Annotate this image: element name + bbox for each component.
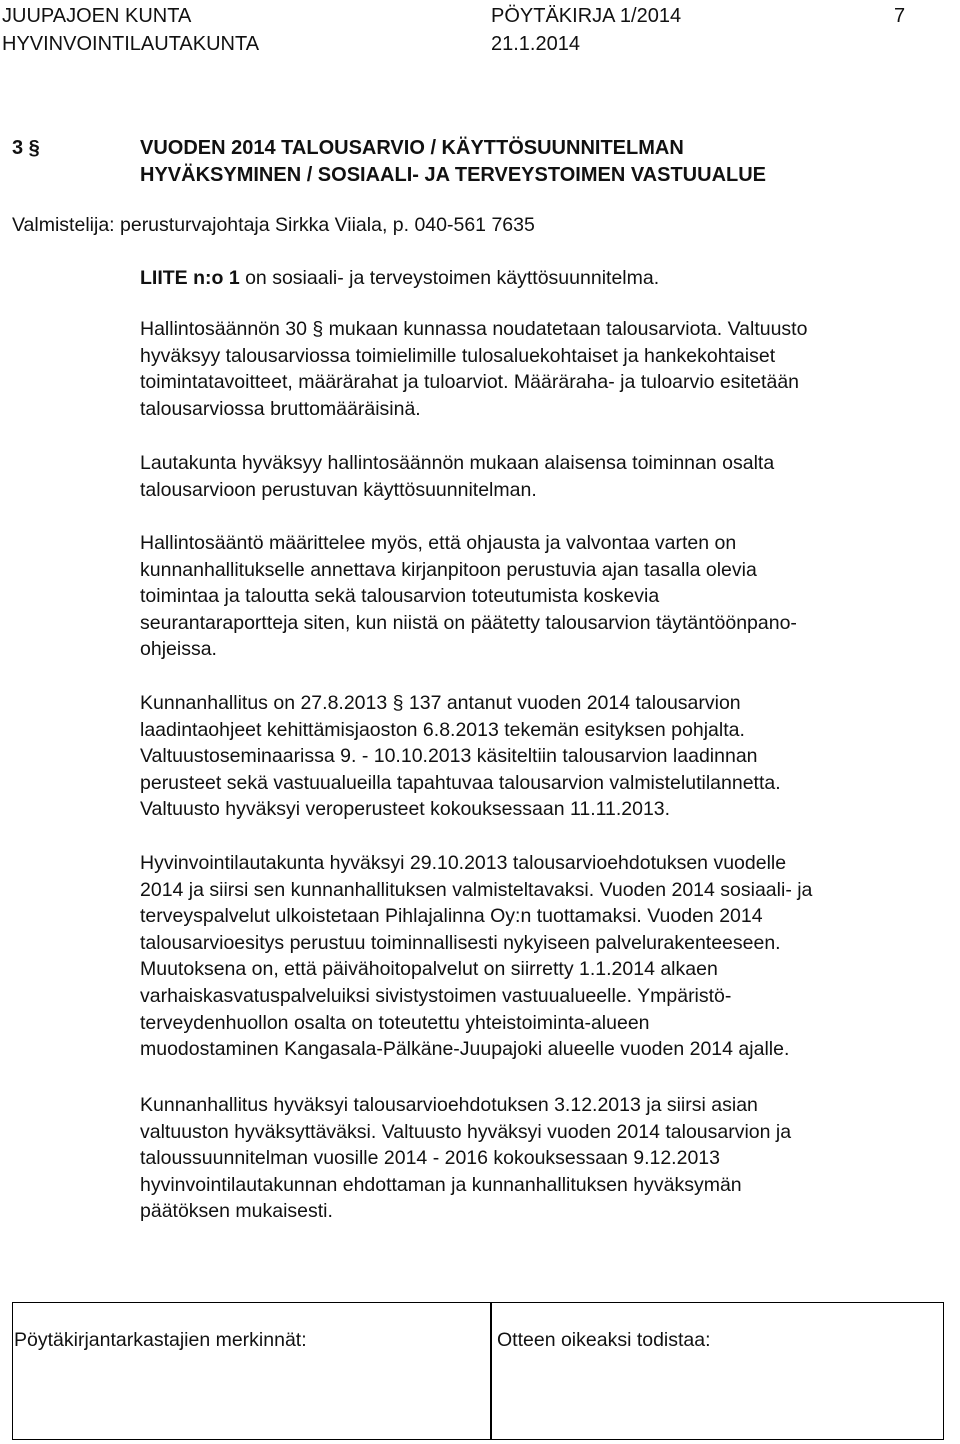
paragraph-line: Lautakunta hyväksyy hallintosäännön mukaan alaisensa toiminnan osalta: [140, 452, 775, 474]
certified-copy-label: Otteen oikeaksi todistaa:: [497, 1329, 711, 1351]
paragraph-line: Hyvinvointilautakunta hyväksyi 29.10.2013 talousarvioehdotuksen vuodelle: [140, 852, 787, 874]
paragraph-line: päätöksen mukaisesti.: [140, 1200, 333, 1223]
paragraph-line: Hallintosääntö määrittelee myös, että ohjausta ja valvontaa varten on: [140, 532, 737, 554]
paragraph-line: Hallintosäännön 30 § mukaan kunnassa noudatetaan talousarviota. Valtuusto: [140, 318, 808, 340]
paragraph-line: valtuuston hyväksyttäväksi. Valtuusto hyväksyi vuoden 2014 talousarvion ja: [140, 1120, 792, 1143]
paragraph-line: muodostaminen Kangasala-Pälkäne-Juupajoki alueelle vuoden 2014 ajalle.: [140, 1038, 790, 1061]
document-type: PÖYTÄKIRJA 1/2014: [491, 5, 682, 27]
meeting-date: 21.1.2014: [491, 33, 580, 55]
paragraph-line: Kunnanhallitus on 27.8.2013 § 137 antanut vuoden 2014 talousarvion: [140, 692, 741, 714]
signature-box-divider: [490, 1302, 492, 1440]
attachment-label: LIITE n:o 1: [140, 267, 240, 289]
paragraph-line: hyväksyy talousarviossa toimielimille tulosaluekohtaiset ja hankekohtaiset: [140, 344, 776, 367]
paragraph-line: Muutoksena on, että päivähoitopalvelut on siirretty 1.1.2014 alkaen: [140, 958, 718, 981]
paragraph-line: kunnanhallitukselle annettava kirjanpitoon perustuvia ajan tasalla olevia: [140, 558, 757, 581]
paragraph-line: taloussuunnitelman vuosille 2014 - 2016 kokouksessaan 9.12.2013: [140, 1147, 720, 1170]
inspectors-notes-label: Pöytäkirjantarkastajien merkinnät:: [14, 1329, 307, 1351]
section-number: 3 §: [12, 137, 40, 159]
paragraph-line: Valtuustoseminaarissa 9. - 10.10.2013 käsiteltiin talousarvion laadinnan: [140, 745, 758, 768]
paragraph-line: varhaiskasvatuspalveluiksi sivistystoimen vastuualueelle. Ympäristö-: [140, 984, 732, 1007]
paragraph-4: [140, 690, 781, 823]
paragraph-line: Kunnanhallitus hyväksyi talousarvioehdotuksen 3.12.2013 ja siirsi asian: [140, 1094, 758, 1116]
paragraph-line: perusteet sekä vastuualueilla tapahtuvaa talousarvion valmistelutilannetta.: [140, 771, 781, 794]
paragraph-line: talousarviossa bruttomääräisinä.: [140, 397, 421, 420]
attachment-description: on sosiaali- ja terveystoimen käyttösuunnitelma.: [239, 267, 660, 289]
paragraph-line: talousarvioon perustuvan käyttösuunnitelman.: [140, 478, 537, 501]
signature-box: [12, 1302, 944, 1440]
paragraph-5: [140, 850, 812, 1063]
paragraph-line: toimintaa ja taloutta sekä talousarvion toteutumista koskevia: [140, 585, 660, 608]
paragraph-line: terveyspalvelut ulkoistetaan Pihlajalinna Oy:n tuottamaksi. Vuoden 2014: [140, 905, 763, 928]
paragraph-1: [140, 316, 807, 422]
paragraph-2: [140, 450, 774, 503]
paragraph-line: 2014 ja siirsi sen kunnanhallituksen valmisteltavaksi. Vuoden 2014 sosiaali- ja: [140, 878, 813, 901]
paragraph-line: Valtuusto hyväksyi veroperusteet kokouksessaan 11.11.2013.: [140, 798, 671, 821]
municipality-name: JUUPAJOEN KUNTA: [2, 5, 192, 27]
paragraph-line: seurantaraportteja siten, kun niistä on päätetty talousarvion täytäntöönpano-: [140, 611, 797, 634]
paragraph-line: laadintaohjeet kehittämisjaoston 6.8.2013 tekemän esityksen pohjalta.: [140, 718, 745, 741]
section-title-line-2: HYVÄKSYMINEN / SOSIAALI- JA TERVEYSTOIMEN VASTUUALUE: [140, 164, 767, 186]
paragraph-line: hyvinvointilautakunnan ehdottaman ja kunnanhallituksen hyväksymän: [140, 1173, 742, 1196]
page-number: 7: [894, 5, 906, 27]
board-name: HYVINVOINTILAUTAKUNTA: [2, 33, 260, 55]
section-title-line-1: VUODEN 2014 TALOUSARVIO / KÄYTTÖSUUNNITELMAN: [140, 137, 684, 159]
paragraph-3: [140, 530, 797, 663]
paragraph-line: talousarvioesitys perustuu toiminnallisesti nykyiseen palvelurakenteeseen.: [140, 931, 781, 954]
paragraph-line: ohjeissa.: [140, 638, 217, 661]
paragraph-6: [140, 1092, 791, 1225]
paragraph-line: toimintatavoitteet, määrärahat ja tuloarviot. Määräraha- ja tuloarvio esitetään: [140, 371, 800, 394]
attachment-line: [140, 265, 659, 292]
preparer-line: Valmistelija: perusturvajohtaja Sirkka Viiala, p. 040-561 7635: [12, 214, 535, 236]
paragraph-line: terveydenhuollon osalta on toteutettu yhteistoiminta-alueen: [140, 1011, 650, 1034]
